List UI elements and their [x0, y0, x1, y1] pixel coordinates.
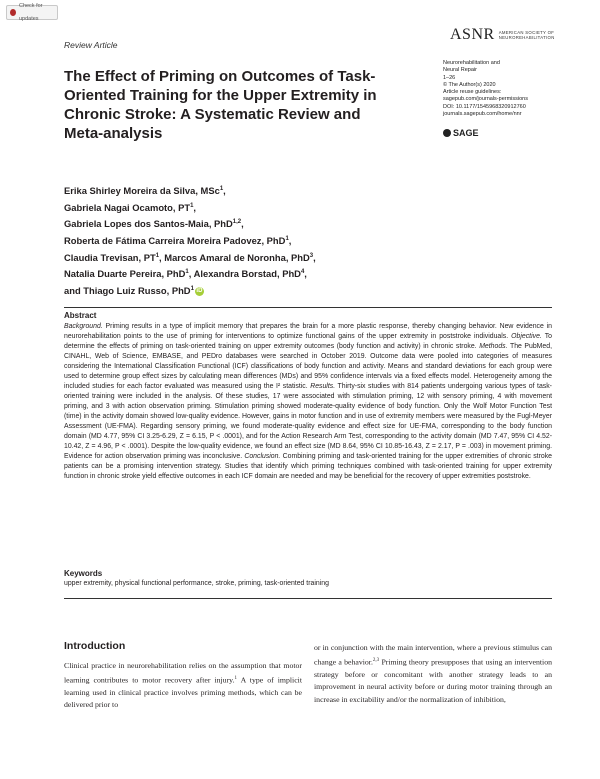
journal-meta-line: © The Author(s) 2020 [443, 81, 496, 88]
abstract-objective-label: Objective. [511, 333, 542, 340]
affiliation-marker: 1 [219, 186, 224, 192]
affiliation-marker: 1 [190, 285, 194, 292]
journal-home-link[interactable]: journals.sagepub.com/home/nnr [443, 111, 522, 118]
check-for-updates-badge[interactable] [6, 2, 58, 22]
author-line: Roberta de Fátima Carreira Moreira Padovez, PhD$^1$, [64, 235, 292, 246]
doi-link[interactable]: DOI: 10.1177/1545968320912760 [443, 103, 526, 110]
journal-meta-line: Article reuse guidelines: [443, 89, 502, 96]
intro-text: Priming theory presupposes that using an intervention strategy before or concomitant with another strategy leads to an improvement in neural activity before or during motor training through an increase in excitability and/or the normalization of inhibition, [314, 657, 552, 704]
abstract-heading: Abstract [64, 311, 97, 320]
author-line: Gabriela Lopes dos Santos-Maia, PhD$^{1,2}$, [64, 218, 244, 230]
journal-meta-line: Neurorehabilitation and [443, 60, 500, 66]
author-list [64, 182, 316, 298]
author-line: Claudia Trevisan, $PT^1$, Marcos Amaral de Noronha, PhD$^3$, [64, 251, 316, 263]
author-line: Erika Shirley Moreira da Silva, MSc$^1$, [64, 185, 226, 197]
journal-meta-line: 1–26 [443, 74, 456, 81]
affiliation-marker: 3 [309, 252, 314, 259]
author-line: Natalia Duarte Pereira, PhD$^1$, Alexandra Borstad, PhD$^4$, [64, 268, 307, 280]
divider [64, 307, 552, 308]
intro-text: or in conjunction with the main intervention, where a previous stimulus can change a behavior. [314, 643, 552, 667]
updates-icon [10, 9, 16, 16]
check-for-updates-label: Check for updates [18, 2, 43, 22]
abstract-objective: To determine the effects of priming on task-oriented training on upper extremity outcomes (body function and activity) in chronic stroke. [64, 333, 553, 350]
affiliation-marker: 4 [300, 269, 305, 276]
society-name-line2: NEUROREHABILITATION [498, 35, 555, 40]
society-name [499, 30, 555, 40]
author-name: Marcos Amaral de Noronha, PhD [164, 251, 310, 263]
society-logo [450, 25, 590, 45]
introduction-heading: Introduction [64, 640, 126, 652]
author-name: Gabriela Lopes dos Santos-Maia, PhD [64, 218, 233, 230]
journal-meta [443, 60, 588, 118]
affiliation-marker: 1 [190, 202, 194, 209]
abstract-methods: The PubMed, CINAHL, Web of Science, EMBASE, and PEDro databases were searched in October 2019. Outcome data were pooled into categories of measures considering the International Classification Functional (ICF) classifications of body function and activity. Means and standard deviations for each group were used to determine group effect sizes by calculating mean differences (MDs) and 95% confidence intervals via a fixed effects model. Heterogeneity among the included studies for each factor evaluated was measured using the I² statistic. [64, 343, 553, 390]
author-name: Claudia Trevisan, PT [64, 251, 156, 263]
journal-meta-line[interactable]: sagepub.com/journals-permissions [443, 96, 528, 103]
divider [64, 598, 552, 599]
author-name: Erika Shirley Moreira da Silva, MSc [64, 185, 220, 197]
society-logo-mark: ASNR [450, 26, 495, 43]
intro-text: Clinical practice in neurorehabilitation relies on the assumption that motor learning contributes to motor recovery after injury. [64, 661, 302, 685]
author-name: Alexandra Borstad, PhD [193, 268, 301, 280]
sage-label: SAGE [453, 128, 479, 138]
abstract-methods-label: Methods. [479, 343, 508, 350]
abstract-conclusion: Combining priming and task-oriented training for the upper extremities of chronic stroke patients can be a promising intervention strategy. Studies that identify which priming techniques combined with task-oriented training for upper extremity function in chronic stroke yield effective outcomes in each ICF domain are needed and may be beneficial for the recovery of upper extremities poststroke. [64, 453, 552, 480]
body-column-right [314, 642, 552, 706]
article-type: Review Article [64, 40, 118, 50]
affiliation-marker: 1 [285, 235, 289, 242]
sage-icon [443, 129, 451, 137]
author-name: Gabriela Nagai Ocamoto, PT [64, 201, 191, 213]
affiliation-marker: 1,2 [232, 219, 242, 226]
abstract-conclusion-label: Conclusion. [244, 453, 281, 460]
author-name: and Thiago Luiz Russo, PhD [64, 284, 191, 296]
body-column-left [64, 660, 302, 712]
intro-text: A type of implicit learning used in clinical practice involves priming methods, which can be delivered prior to [64, 675, 302, 710]
citation-marker[interactable]: 2,3 [372, 657, 380, 663]
keywords-heading: Keywords [64, 569, 103, 578]
abstract-results: Thirty-six studies with 814 patients undergoing various types of task-oriented training were included in the analysis. Of these studies, 17 were associated with stimulation priming, 12 with sensory priming, 4 with movement priming, and 3 with action observation priming. Stimulation priming showed moderate-quality evidence of body function. Only the Wolf Motor Function Test (time) in the activity domain showed low-quality evidence. However, gains in motor function and in use of extremity members were measured by the Fugl-Meyer Assessment (UE-FMA). Regarding sensory priming, we found moderate-quality evidence and effect size for UE-FMA, corresponding to the body function domain (MD 4.77, 95% CI 3.25-6.29, Z = 6.15, P < .0001), and for the Action Research Arm Test, corresponding to the activity domain (MD 7.47, 95% CI 4.52-10.42, Z = 4.96, P < .0001). Despite the low-quality evidence, we found an effect size (MD 8.64, 95% CI 10.85-16.43, Z = 2.17, P = .003) in movement priming. Evidence for action observation priming was inconclusive. [64, 383, 552, 460]
affiliation-marker: 1 [185, 269, 189, 276]
author-line: Gabriela Nagai Ocamoto, $PT^1$, [64, 201, 197, 213]
citation-marker[interactable]: 1 [234, 675, 238, 681]
affiliation-marker: 1 [155, 252, 160, 259]
author-name: Natalia Duarte Pereira, PhD [64, 268, 186, 280]
abstract-body [64, 322, 552, 482]
sage-logo [443, 128, 479, 138]
abstract-background: Priming results in a type of implicit memory that prepares the brain for a more plastic response, thereby changing behavior. New evidence in neurorehabilitation points to the use of priming for interventions to optimize functional gains of the upper extremity in poststroke individuals. [64, 323, 553, 340]
article-title: The Effect of Priming on Outcomes of Task-Oriented Training for the Upper Extremity in Chronic Stroke: A Systematic Review and Meta-analysis [64, 68, 377, 142]
abstract-results-label: Results. [310, 383, 336, 390]
orcid-icon[interactable]: iD [196, 287, 203, 294]
author-line [64, 282, 316, 299]
journal-meta-line: Neural Repair [443, 67, 477, 74]
author-name: Roberta de Fátima Carreira Moreira Padovez, PhD [64, 235, 286, 246]
abstract-background-label: Background. [64, 323, 103, 330]
keywords-list: upper extremity, physical functional performance, stroke, priming, task-oriented training [64, 580, 329, 587]
society-name-line1: AMERICAN SOCIETY OF [498, 30, 555, 35]
